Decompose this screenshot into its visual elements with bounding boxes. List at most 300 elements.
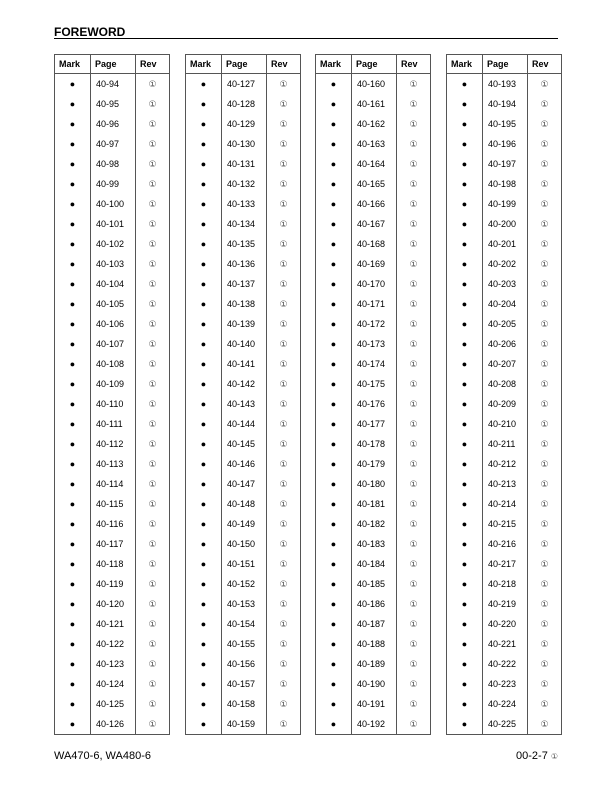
- rev-cell: ①: [148, 398, 157, 409]
- mark-bullet-icon: ●: [55, 394, 91, 414]
- mark-bullet-icon: ●: [55, 494, 91, 514]
- rev-cell: ①: [409, 158, 418, 169]
- mark-bullet-icon: ●: [55, 354, 91, 374]
- page-cell: 40-140: [222, 334, 267, 354]
- table-row: [447, 474, 562, 494]
- table-row: [316, 494, 431, 514]
- table-row: [447, 94, 562, 114]
- table-row: [186, 714, 301, 735]
- rev-cell: ①: [409, 118, 418, 129]
- rev-cell: ①: [148, 78, 157, 89]
- mark-bullet-icon: ●: [55, 594, 91, 614]
- page-cell: 40-151: [222, 554, 267, 574]
- page-cell: 40-115: [91, 494, 136, 514]
- table-row: [447, 454, 562, 474]
- mark-bullet-icon: ●: [447, 214, 483, 234]
- table-row: [316, 234, 431, 254]
- page-cell: 40-182: [352, 514, 397, 534]
- table-row: [447, 314, 562, 334]
- mark-bullet-icon: ●: [316, 94, 352, 114]
- rev-cell: ①: [409, 618, 418, 629]
- mark-bullet-icon: ●: [55, 334, 91, 354]
- rev-cell: ①: [540, 698, 549, 709]
- mark-bullet-icon: ●: [447, 314, 483, 334]
- mark-bullet-icon: ●: [186, 634, 222, 654]
- footer-page-number-text: 00-2-7: [516, 750, 548, 762]
- table-header-row: [55, 55, 170, 74]
- revision-table-2: [185, 54, 301, 735]
- table-row: [316, 434, 431, 454]
- rev-cell: ①: [148, 258, 157, 269]
- mark-bullet-icon: ●: [447, 514, 483, 534]
- rev-cell: ①: [148, 158, 157, 169]
- page-cell: 40-150: [222, 534, 267, 554]
- mark-bullet-icon: ●: [447, 574, 483, 594]
- table-row: [186, 634, 301, 654]
- mark-bullet-icon: ●: [55, 514, 91, 534]
- page-cell: 40-214: [483, 494, 528, 514]
- rev-cell: ①: [279, 418, 288, 429]
- mark-bullet-icon: ●: [447, 134, 483, 154]
- mark-bullet-icon: ●: [55, 194, 91, 214]
- rev-cell: ①: [540, 218, 549, 229]
- table-row: [447, 674, 562, 694]
- rev-cell: ①: [279, 118, 288, 129]
- table-row: [55, 174, 170, 194]
- page-cell: 40-138: [222, 294, 267, 314]
- table-row: [316, 334, 431, 354]
- table-row: [447, 214, 562, 234]
- page-cell: 40-122: [91, 634, 136, 654]
- page-cell: 40-114: [91, 474, 136, 494]
- table-row: [447, 294, 562, 314]
- rev-cell: ①: [409, 418, 418, 429]
- page-cell: 40-179: [352, 454, 397, 474]
- table-row: [447, 614, 562, 634]
- table-row: [447, 74, 562, 95]
- mark-bullet-icon: ●: [186, 674, 222, 694]
- page-cell: 40-133: [222, 194, 267, 214]
- mark-bullet-icon: ●: [55, 474, 91, 494]
- page-cell: 40-219: [483, 594, 528, 614]
- rev-cell: ①: [540, 278, 549, 289]
- table-row: [55, 94, 170, 114]
- mark-bullet-icon: ●: [316, 714, 352, 735]
- rev-cell: ①: [148, 178, 157, 189]
- rev-cell: ①: [409, 478, 418, 489]
- page-cell: 40-161: [352, 94, 397, 114]
- mark-bullet-icon: ●: [316, 294, 352, 314]
- rev-cell: ①: [279, 158, 288, 169]
- page-cell: 40-215: [483, 514, 528, 534]
- rev-cell: ①: [279, 458, 288, 469]
- rev-cell: ①: [409, 438, 418, 449]
- mark-bullet-icon: ●: [186, 534, 222, 554]
- mark-bullet-icon: ●: [55, 634, 91, 654]
- column-header-page: Page: [483, 55, 528, 74]
- page-cell: 40-117: [91, 534, 136, 554]
- mark-bullet-icon: ●: [447, 714, 483, 735]
- rev-cell: ①: [279, 658, 288, 669]
- mark-bullet-icon: ●: [316, 234, 352, 254]
- rev-cell: ①: [540, 438, 549, 449]
- page-cell: 40-187: [352, 614, 397, 634]
- table-row: [186, 694, 301, 714]
- rev-cell: ①: [279, 178, 288, 189]
- column-header-rev: Rev: [136, 55, 170, 74]
- page-cell: 40-213: [483, 474, 528, 494]
- rev-cell: ①: [540, 98, 549, 109]
- page-cell: 40-189: [352, 654, 397, 674]
- mark-bullet-icon: ●: [316, 314, 352, 334]
- mark-bullet-icon: ●: [316, 554, 352, 574]
- rev-cell: ①: [409, 318, 418, 329]
- rev-cell: ①: [409, 398, 418, 409]
- rev-cell: ①: [540, 198, 549, 209]
- page-cell: 40-197: [483, 154, 528, 174]
- rev-cell: ①: [148, 218, 157, 229]
- page-cell: 40-166: [352, 194, 397, 214]
- page-cell: 40-134: [222, 214, 267, 234]
- table-row: [55, 514, 170, 534]
- rev-cell: ①: [148, 358, 157, 369]
- rev-cell: ①: [540, 478, 549, 489]
- table-row: [55, 254, 170, 274]
- mark-bullet-icon: ●: [55, 294, 91, 314]
- rev-cell: ①: [279, 438, 288, 449]
- table-row: [55, 154, 170, 174]
- mark-bullet-icon: ●: [316, 74, 352, 95]
- page-cell: 40-178: [352, 434, 397, 454]
- mark-bullet-icon: ●: [186, 454, 222, 474]
- rev-cell: ①: [540, 378, 549, 389]
- mark-bullet-icon: ●: [447, 274, 483, 294]
- footer-page-number: [516, 750, 558, 762]
- rev-cell: ①: [148, 278, 157, 289]
- rev-cell: ①: [148, 558, 157, 569]
- page-cell: 40-209: [483, 394, 528, 414]
- table-row: [447, 514, 562, 534]
- table-row: [316, 474, 431, 494]
- table-header-row: [316, 55, 431, 74]
- rev-cell: ①: [540, 578, 549, 589]
- page-cell: 40-186: [352, 594, 397, 614]
- page-cell: 40-154: [222, 614, 267, 634]
- page-cell: 40-149: [222, 514, 267, 534]
- mark-bullet-icon: ●: [447, 674, 483, 694]
- mark-bullet-icon: ●: [447, 394, 483, 414]
- page-cell: 40-160: [352, 74, 397, 95]
- rev-cell: ①: [540, 558, 549, 569]
- page-cell: 40-211: [483, 434, 528, 454]
- table-row: [186, 474, 301, 494]
- page-cell: 40-153: [222, 594, 267, 614]
- mark-bullet-icon: ●: [55, 134, 91, 154]
- page-cell: 40-98: [91, 154, 136, 174]
- mark-bullet-icon: ●: [316, 654, 352, 674]
- rev-cell: ①: [279, 518, 288, 529]
- column-header-rev: Rev: [267, 55, 301, 74]
- table-row: [316, 214, 431, 234]
- table-row: [55, 414, 170, 434]
- table-row: [55, 434, 170, 454]
- rev-cell: ①: [409, 678, 418, 689]
- table-row: [55, 454, 170, 474]
- rev-cell: ①: [148, 438, 157, 449]
- page-cell: 40-125: [91, 694, 136, 714]
- page-cell: 40-202: [483, 254, 528, 274]
- table-row: [316, 94, 431, 114]
- page-cell: 40-135: [222, 234, 267, 254]
- mark-bullet-icon: ●: [186, 274, 222, 294]
- page-cell: 40-167: [352, 214, 397, 234]
- page-cell: 40-96: [91, 114, 136, 134]
- mark-bullet-icon: ●: [447, 294, 483, 314]
- rev-cell: ①: [540, 658, 549, 669]
- table-row: [186, 574, 301, 594]
- page-cell: 40-201: [483, 234, 528, 254]
- rev-cell: ①: [540, 518, 549, 529]
- page-cell: 40-183: [352, 534, 397, 554]
- table-row: [55, 554, 170, 574]
- table-row: [186, 514, 301, 534]
- rev-cell: ①: [409, 558, 418, 569]
- column-header-mark: Mark: [186, 55, 222, 74]
- table-row: [447, 694, 562, 714]
- table-row: [55, 274, 170, 294]
- table-row: [316, 394, 431, 414]
- table-row: [316, 374, 431, 394]
- rev-cell: ①: [148, 458, 157, 469]
- page-cell: 40-146: [222, 454, 267, 474]
- page-cell: 40-185: [352, 574, 397, 594]
- mark-bullet-icon: ●: [316, 194, 352, 214]
- mark-bullet-icon: ●: [55, 214, 91, 234]
- rev-cell: ①: [279, 698, 288, 709]
- table-row: [316, 714, 431, 735]
- table-row: [55, 574, 170, 594]
- page-cell: 40-155: [222, 634, 267, 654]
- rev-cell: ①: [279, 538, 288, 549]
- page-cell: 40-116: [91, 514, 136, 534]
- mark-bullet-icon: ●: [316, 534, 352, 554]
- mark-bullet-icon: ●: [447, 174, 483, 194]
- table-row: [316, 134, 431, 154]
- page-cell: 40-141: [222, 354, 267, 374]
- rev-cell: ①: [409, 598, 418, 609]
- page-cell: 40-158: [222, 694, 267, 714]
- mark-bullet-icon: ●: [447, 494, 483, 514]
- mark-bullet-icon: ●: [316, 594, 352, 614]
- page-cell: 40-184: [352, 554, 397, 574]
- mark-bullet-icon: ●: [55, 74, 91, 95]
- mark-bullet-icon: ●: [186, 654, 222, 674]
- mark-bullet-icon: ●: [316, 694, 352, 714]
- column-header-page: Page: [222, 55, 267, 74]
- table-row: [316, 74, 431, 95]
- page-cell: 40-171: [352, 294, 397, 314]
- table-row: [447, 114, 562, 134]
- table-row: [186, 654, 301, 674]
- table-row: [316, 634, 431, 654]
- rev-cell: ①: [540, 138, 549, 149]
- table-header-row: [186, 55, 301, 74]
- page-cell: 40-106: [91, 314, 136, 334]
- rev-cell: ①: [279, 578, 288, 589]
- mark-bullet-icon: ●: [447, 234, 483, 254]
- table-row: [447, 354, 562, 374]
- mark-bullet-icon: ●: [447, 454, 483, 474]
- table-row: [186, 174, 301, 194]
- rev-cell: ①: [540, 458, 549, 469]
- page-cell: 40-103: [91, 254, 136, 274]
- table-row: [55, 314, 170, 334]
- mark-bullet-icon: ●: [447, 474, 483, 494]
- rev-cell: ①: [148, 478, 157, 489]
- mark-bullet-icon: ●: [447, 254, 483, 274]
- mark-bullet-icon: ●: [55, 174, 91, 194]
- mark-bullet-icon: ●: [316, 154, 352, 174]
- table-row: [186, 94, 301, 114]
- rev-cell: ①: [540, 78, 549, 89]
- rev-cell: ①: [148, 378, 157, 389]
- table-row: [316, 534, 431, 554]
- table-row: [186, 494, 301, 514]
- rev-cell: ①: [540, 358, 549, 369]
- table-row: [447, 494, 562, 514]
- rev-cell: ①: [540, 498, 549, 509]
- rev-cell: ①: [540, 158, 549, 169]
- mark-bullet-icon: ●: [186, 254, 222, 274]
- page-cell: 40-196: [483, 134, 528, 154]
- page-cell: 40-212: [483, 454, 528, 474]
- mark-bullet-icon: ●: [55, 274, 91, 294]
- mark-bullet-icon: ●: [186, 234, 222, 254]
- page-cell: 40-190: [352, 674, 397, 694]
- rev-cell: ①: [540, 258, 549, 269]
- table-row: [316, 294, 431, 314]
- page-cell: 40-218: [483, 574, 528, 594]
- rev-cell: ①: [279, 258, 288, 269]
- rev-cell: ①: [409, 378, 418, 389]
- mark-bullet-icon: ●: [316, 434, 352, 454]
- rev-cell: ①: [279, 218, 288, 229]
- mark-bullet-icon: ●: [316, 674, 352, 694]
- page-cell: 40-99: [91, 174, 136, 194]
- table-row: [55, 334, 170, 354]
- mark-bullet-icon: ●: [316, 454, 352, 474]
- page-cell: 40-109: [91, 374, 136, 394]
- mark-bullet-icon: ●: [316, 174, 352, 194]
- rev-cell: ①: [148, 498, 157, 509]
- mark-bullet-icon: ●: [186, 194, 222, 214]
- rev-cell: ①: [148, 338, 157, 349]
- rev-cell: ①: [148, 318, 157, 329]
- table-row: [447, 634, 562, 654]
- page-cell: 40-170: [352, 274, 397, 294]
- revision-tables: [54, 54, 562, 734]
- mark-bullet-icon: ●: [55, 674, 91, 694]
- page-cell: 40-206: [483, 334, 528, 354]
- table-row: [447, 714, 562, 735]
- table-row: [447, 594, 562, 614]
- mark-bullet-icon: ●: [316, 474, 352, 494]
- mark-bullet-icon: ●: [447, 94, 483, 114]
- rev-cell: ①: [409, 698, 418, 709]
- page-cell: 40-112: [91, 434, 136, 454]
- rev-cell: ①: [409, 578, 418, 589]
- table-row: [316, 414, 431, 434]
- table-row: [186, 74, 301, 95]
- table-row: [447, 194, 562, 214]
- table-row: [316, 614, 431, 634]
- table-row: [186, 134, 301, 154]
- rev-cell: ①: [279, 598, 288, 609]
- mark-bullet-icon: ●: [316, 214, 352, 234]
- table-row: [447, 334, 562, 354]
- mark-bullet-icon: ●: [447, 414, 483, 434]
- page-cell: 40-172: [352, 314, 397, 334]
- table-header-row: [447, 55, 562, 74]
- mark-bullet-icon: ●: [447, 614, 483, 634]
- table-row: [55, 294, 170, 314]
- table-row: [186, 534, 301, 554]
- page-cell: 40-224: [483, 694, 528, 714]
- table-row: [55, 694, 170, 714]
- page-cell: 40-137: [222, 274, 267, 294]
- page-cell: 40-124: [91, 674, 136, 694]
- table-row: [447, 374, 562, 394]
- mark-bullet-icon: ●: [447, 154, 483, 174]
- table-row: [55, 494, 170, 514]
- page-cell: 40-193: [483, 74, 528, 95]
- table-row: [316, 554, 431, 574]
- page-cell: 40-191: [352, 694, 397, 714]
- table-row: [316, 694, 431, 714]
- page-cell: 40-169: [352, 254, 397, 274]
- mark-bullet-icon: ●: [186, 174, 222, 194]
- table-row: [55, 194, 170, 214]
- page-cell: 40-110: [91, 394, 136, 414]
- mark-bullet-icon: ●: [186, 294, 222, 314]
- table-row: [447, 394, 562, 414]
- column-header-page: Page: [352, 55, 397, 74]
- page-cell: 40-208: [483, 374, 528, 394]
- page-cell: 40-131: [222, 154, 267, 174]
- table-row: [55, 74, 170, 95]
- page-cell: 40-108: [91, 354, 136, 374]
- table-row: [55, 374, 170, 394]
- mark-bullet-icon: ●: [186, 614, 222, 634]
- table-row: [55, 654, 170, 674]
- rev-cell: ①: [540, 718, 549, 729]
- page-cell: 40-210: [483, 414, 528, 434]
- rev-cell: ①: [148, 138, 157, 149]
- table-row: [186, 154, 301, 174]
- page-cell: 40-177: [352, 414, 397, 434]
- mark-bullet-icon: ●: [186, 334, 222, 354]
- rev-cell: ①: [409, 298, 418, 309]
- mark-bullet-icon: ●: [55, 94, 91, 114]
- mark-bullet-icon: ●: [186, 74, 222, 95]
- table-row: [447, 534, 562, 554]
- rev-cell: ①: [148, 658, 157, 669]
- page-cell: 40-130: [222, 134, 267, 154]
- table-row: [55, 674, 170, 694]
- page-title: FOREWORD: [54, 25, 126, 39]
- page-cell: 40-174: [352, 354, 397, 374]
- mark-bullet-icon: ●: [316, 374, 352, 394]
